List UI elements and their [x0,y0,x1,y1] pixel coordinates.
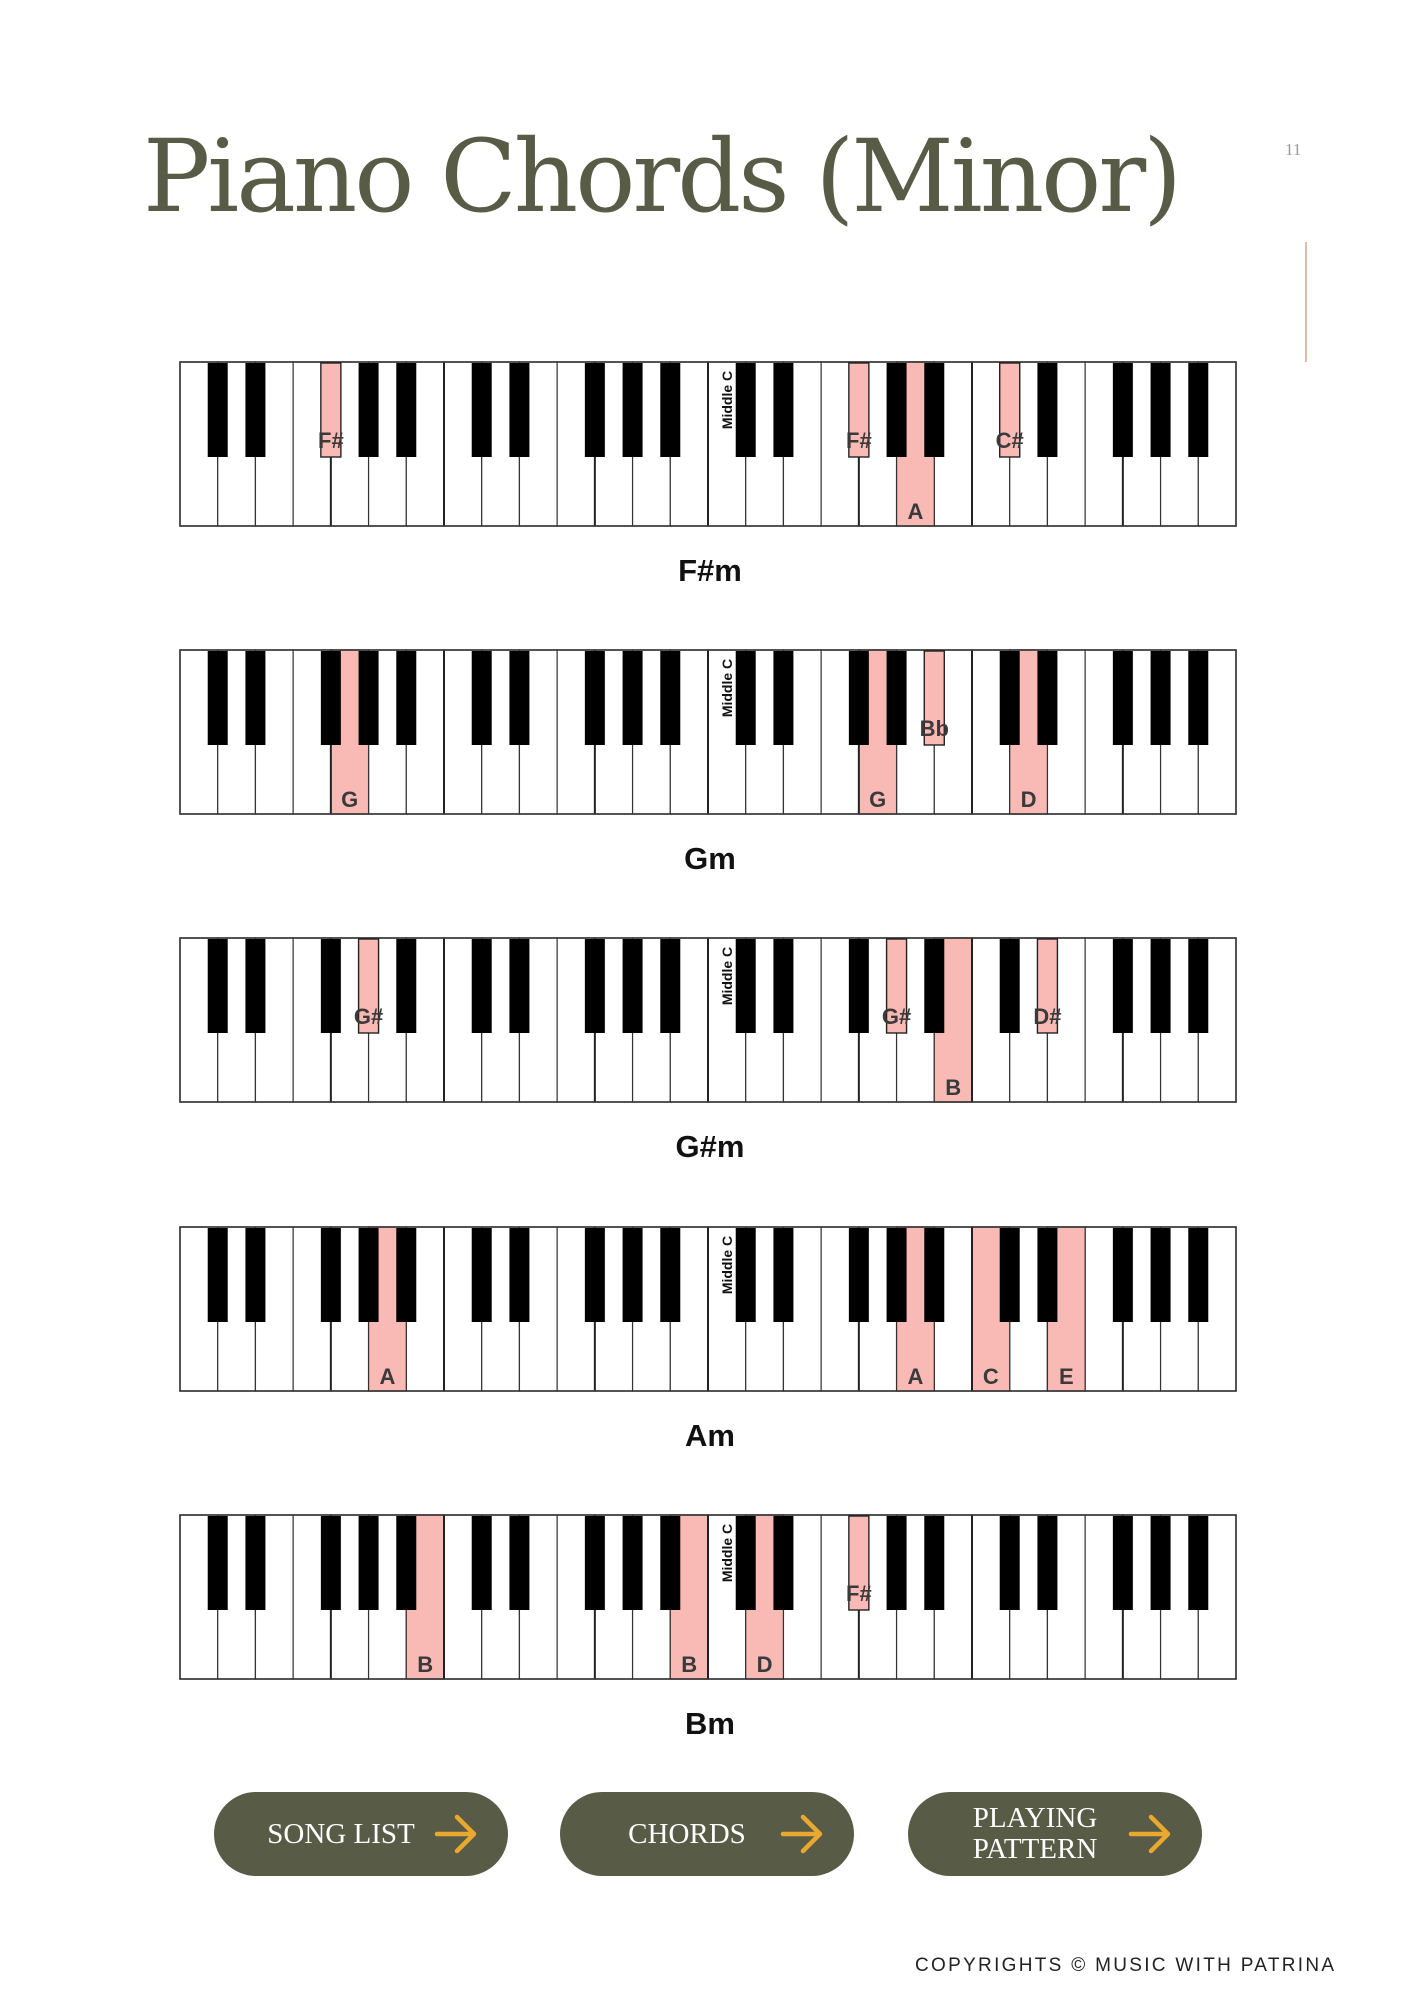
black-key [736,939,756,1033]
black-key [585,1228,605,1322]
chord-name: F#m [678,553,742,588]
note-label: A [379,1364,396,1389]
black-key [396,939,416,1033]
page-title: Piano Chords (Minor) [143,118,1180,235]
black-key [1000,1228,1020,1322]
black-key [849,939,869,1033]
black-key [924,939,944,1033]
keyboard-diagram [180,1227,1236,1391]
black-key [359,651,379,745]
black-key [1151,1228,1171,1322]
black-key [208,651,228,745]
black-key [773,363,793,457]
black-key [773,1228,793,1322]
middle-c-label: Middle C [718,1523,735,1583]
black-key [924,363,944,457]
black-key [736,1228,756,1322]
note-label: C [982,1364,999,1389]
black-key [208,939,228,1033]
keyboard-diagram [180,362,1236,526]
black-key [509,939,529,1033]
chords-label: CHORDS [628,1817,746,1850]
black-key [1037,651,1057,745]
arrow-right-icon [1128,1812,1174,1856]
black-key [396,1516,416,1610]
piano-keyboard [180,938,1236,1102]
black-key [472,651,492,745]
note-label: B [417,1652,434,1677]
black-key [1188,1516,1208,1610]
black-key [660,1516,680,1610]
black-key [1113,363,1133,457]
middle-c-label: Middle C [718,946,735,1006]
black-key [660,939,680,1033]
note-label: A [907,499,924,524]
black-key [1000,939,1020,1033]
keyboard-diagram [180,938,1236,1102]
black-key [245,1228,265,1322]
black-key [1113,651,1133,745]
black-key [887,363,907,457]
black-key [660,363,680,457]
black-key [1188,1228,1208,1322]
page-number: 11 [1285,140,1302,159]
black-key [509,1516,529,1610]
middle-c-label: Middle C [718,658,735,718]
piano-keyboard [180,1227,1236,1391]
black-key [660,651,680,745]
black-key [1037,1516,1057,1610]
black-key [1037,1228,1057,1322]
playing-pattern-label: PLAYING PATTERN [972,1802,1098,1865]
black-key [887,1228,907,1322]
chord-name: G#m [675,1129,745,1164]
black-key [1151,939,1171,1033]
note-label: G [341,787,359,812]
black-key [585,939,605,1033]
playing-pattern-button[interactable] [908,1792,1202,1876]
black-key [849,651,869,745]
note-label: G [869,787,887,812]
black-key [245,651,265,745]
note-label: B [945,1075,962,1100]
black-key [623,363,643,457]
note-label: A [907,1364,924,1389]
black-key [736,363,756,457]
note-label: E [1058,1364,1074,1389]
note-label: F# [846,1581,872,1606]
black-key [1151,651,1171,745]
black-key [472,939,492,1033]
note-label: D# [1033,1004,1062,1029]
black-key [396,1228,416,1322]
black-key [773,1516,793,1610]
black-key [623,939,643,1033]
chord-name: Gm [684,841,736,876]
note-label: F# [846,428,872,453]
black-key [1000,1516,1020,1610]
black-key [1000,651,1020,745]
black-key [585,363,605,457]
black-key [509,651,529,745]
black-key [1113,939,1133,1033]
black-key [509,1228,529,1322]
middle-c-label: Middle C [718,370,735,430]
black-key [585,1516,605,1610]
black-key [359,1228,379,1322]
black-key [1037,363,1057,457]
black-key [245,363,265,457]
note-label: D [1020,787,1037,812]
black-key [887,651,907,745]
copyright-notice: COPYRIGHTS © MUSIC WITH PATRINA [915,1955,1337,1976]
note-label: G# [881,1004,912,1029]
chord-name: Am [685,1418,735,1453]
black-key [321,651,341,745]
black-key [472,1228,492,1322]
note-label: B [681,1652,698,1677]
black-key [321,939,341,1033]
black-key [1188,363,1208,457]
arrow-right-icon [780,1812,826,1856]
black-key [208,1516,228,1610]
black-key [773,939,793,1033]
keyboard-diagram [180,650,1236,814]
note-label: Bb [919,716,949,741]
black-key [1113,1516,1133,1610]
black-key [208,1228,228,1322]
black-key [472,363,492,457]
black-key [660,1228,680,1322]
black-key [1113,1228,1133,1322]
black-key [472,1516,492,1610]
note-label: F# [318,428,344,453]
chord-name: Bm [685,1706,735,1741]
black-key [623,651,643,745]
arrow-right-icon [434,1812,480,1856]
black-key [321,1516,341,1610]
black-key [585,651,605,745]
black-key [1188,651,1208,745]
note-label: C# [995,428,1024,453]
black-key [359,363,379,457]
chords-button[interactable] [560,1792,854,1876]
middle-c-label: Middle C [718,1235,735,1295]
black-key [924,1228,944,1322]
black-key [623,1228,643,1322]
note-label: D [756,1652,773,1677]
black-key [1151,1516,1171,1610]
black-key [245,1516,265,1610]
side-divider [1305,242,1307,362]
black-key [736,1516,756,1610]
black-key [849,1228,869,1322]
black-key [736,651,756,745]
song-list-button[interactable] [214,1792,508,1876]
black-key [396,651,416,745]
black-key [1151,363,1171,457]
black-key [359,1516,379,1610]
piano-keyboard [180,1515,1236,1679]
song-list-label: SONG LIST [267,1817,415,1850]
piano-keyboard [180,650,1236,814]
note-label: G# [353,1004,384,1029]
black-key [623,1516,643,1610]
black-key [245,939,265,1033]
black-key [509,363,529,457]
black-key [887,1516,907,1610]
black-key [924,1516,944,1610]
black-key [321,1228,341,1322]
keyboard-diagram [180,1515,1236,1679]
piano-keyboard [180,362,1236,526]
black-key [773,651,793,745]
black-key [396,363,416,457]
black-key [1188,939,1208,1033]
black-key [208,363,228,457]
